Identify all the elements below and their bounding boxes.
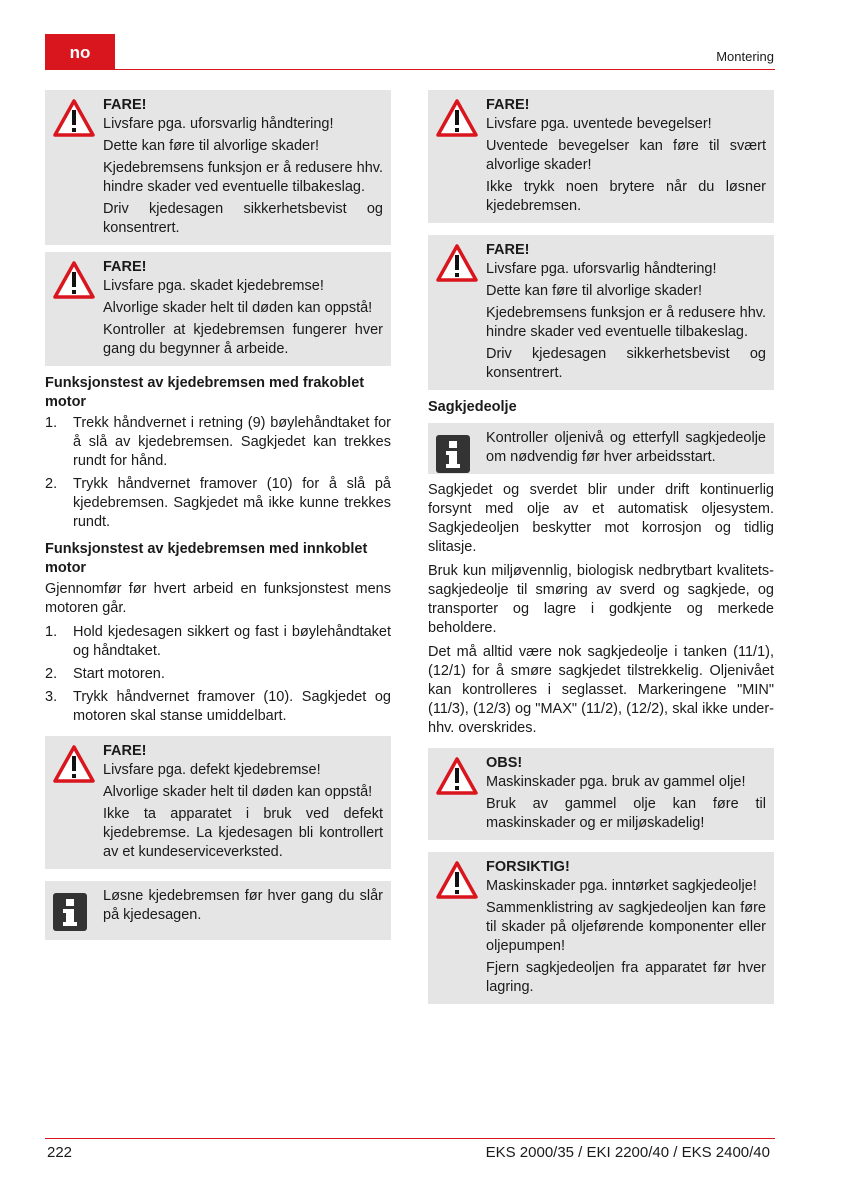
item-text: Trekk håndvernet i retning (9) bøylehåndtaket for å slå av kjedebremsen. Sagkjedet kan trekkes rundt for hånd. [73,415,391,469]
notice-box [428,748,774,840]
box-line: Alvorlige skader helt til døden kan oppstå! [103,300,373,316]
box-title: FORSIKTIG! [486,859,570,875]
model-names: EKS 2000/35 / EKI 2200/40 / EKS 2400/40 [485,1144,770,1161]
footer-rule [45,1138,775,1139]
box-title: FARE! [486,242,530,258]
item-number: 2. [45,666,58,682]
item-text: Start motoren. [73,666,165,682]
warning-triangle-icon [436,99,478,137]
paragraph: Sagkjedet og sverdet blir under drift kontinuerlig forsynt med olje av et automatisk oljesystem. Sagkjedeoljen beskytter mot korrosjon og tidlig slitasje. [428,482,774,555]
paragraph: Gjennomfør før hvert arbeid en funksjonstest mens motoren går. [45,581,391,616]
paragraph: Bruk kun miljøvennlig, biologisk nedbrytbart kvalitets-sagkjedeolje til smøring av sverd og sagkjede, og transporter og lagre i godkjente og merkede beholdere. [428,563,774,636]
danger-box [45,252,391,366]
item-text: Trykk håndvernet framover (10). Sagkjedet og motoren skal stanse umiddelbart. [73,689,391,724]
danger-box [45,736,391,869]
box-line: Driv kjedesagen sikkerhetsbevist og konsentrert. [486,346,766,381]
warning-triangle-icon [53,261,95,299]
info-box [45,881,391,940]
language-tab: no [45,34,115,70]
item-number: 3. [45,689,58,705]
warning-triangle-icon [53,745,95,783]
caution-box [428,852,774,1004]
section-heading: Funksjonstest av kjedebremsen med frakoblet motor [45,375,365,410]
list-item [45,665,391,684]
box-line: Sammenklistring av sagkjedeoljen kan føre til skader på oljeførende komponenter eller oljepumpen! [486,900,766,954]
box-line: Livsfare pga. uforsvarlig håndtering! [103,116,334,132]
item-text: Hold kjedesagen sikkert og fast i bøylehåndtaket og håndtaket. [73,624,391,659]
box-line: Kontroller at kjedebremsen fungerer hver gang du begynner å arbeide. [103,322,383,357]
info-text: Løsne kjedebremsen før hver gang du slår på kjedesagen. [103,888,383,923]
box-line: Livsfare pga. skadet kjedebremse! [103,278,324,294]
item-number: 1. [45,415,58,431]
item-number: 1. [45,624,58,640]
box-title: OBS! [486,755,523,771]
box-line: Maskinskader pga. inntørket sagkjedeolje! [486,878,757,894]
box-line: Kjedebremsens funksjon er å redusere hhv. hindre skader ved eventuelle tilbakeslag. [103,160,383,195]
numbered-list [45,414,391,532]
box-line: Driv kjedesagen sikkerhetsbevist og konsentrert. [103,201,383,236]
list-item [45,623,391,661]
box-line: Alvorlige skader helt til døden kan oppstå! [103,784,373,800]
item-text: Trykk håndvernet framover (10) for å slå på kjedebremsen. Sagkjedet må ikke kunne trekkes rundt. [73,476,391,530]
box-title: FARE! [103,97,147,113]
info-box [428,423,774,474]
list-item [45,475,391,532]
right-column [428,90,774,1011]
box-line: Livsfare pga. uventede bevegelser! [486,116,712,132]
box-line: Dette kan føre til alvorlige skader! [103,138,319,154]
box-line: Kjedebremsens funksjon er å redusere hhv. hindre skader ved eventuelle tilbakeslag. [486,305,766,340]
box-line: Maskinskader pga. bruk av gammel olje! [486,774,746,790]
danger-box [428,90,774,223]
danger-box [428,235,774,390]
paragraph: Det må alltid være nok sagkjedeolje i tanken (11/1), (12/1) for å smøre sagkjedet tilstrekkelig. Oljenivået kan kontrolleres i seglasset. Markeringene "MIN" (11/3), (12/3) og "MAX" (11/2), (12/2), skal ikke under- hhv. overskrides. [428,644,774,736]
section-title: Montering [716,49,774,64]
box-line: Livsfare pga. uforsvarlig håndtering! [486,261,717,277]
numbered-list [45,623,391,726]
box-line: Livsfare pga. defekt kjedebremse! [103,762,321,778]
info-icon [53,893,87,931]
section-heading: Funksjonstest av kjedebremsen med innkoblet motor [45,541,368,576]
box-line: Bruk av gammel olje kan føre til maskinskader og er miljøskadelig! [486,796,766,831]
item-number: 2. [45,476,58,492]
box-line: Ikke ta apparatet i bruk ved defekt kjedebremse. La kjedesagen bli kontrollert av et kundeserviceverksted. [103,806,383,860]
page-number: 222 [47,1144,73,1161]
warning-triangle-icon [436,861,478,899]
header-rule [45,69,775,70]
left-column [45,90,391,947]
box-line: Uventede bevegelser kan føre til svært alvorlige skader! [486,138,766,173]
section-heading: Sagkjedeolje [428,399,517,415]
box-line: Fjern sagkjedeoljen fra apparatet før hver lagring. [486,960,766,995]
warning-triangle-icon [436,244,478,282]
warning-triangle-icon [436,757,478,795]
info-icon [436,435,470,473]
box-line: Dette kan føre til alvorlige skader! [486,283,702,299]
warning-triangle-icon [53,99,95,137]
list-item [45,688,391,726]
box-title: FARE! [486,97,530,113]
box-line: Ikke trykk noen brytere når du løsner kjedebremsen. [486,179,766,214]
info-text: Kontroller oljenivå og etterfyll sagkjedeolje om nødvendig før hver arbeidsstart. [486,430,766,465]
danger-box [45,90,391,245]
list-item [45,414,391,471]
box-title: FARE! [103,259,147,275]
box-title: FARE! [103,743,147,759]
